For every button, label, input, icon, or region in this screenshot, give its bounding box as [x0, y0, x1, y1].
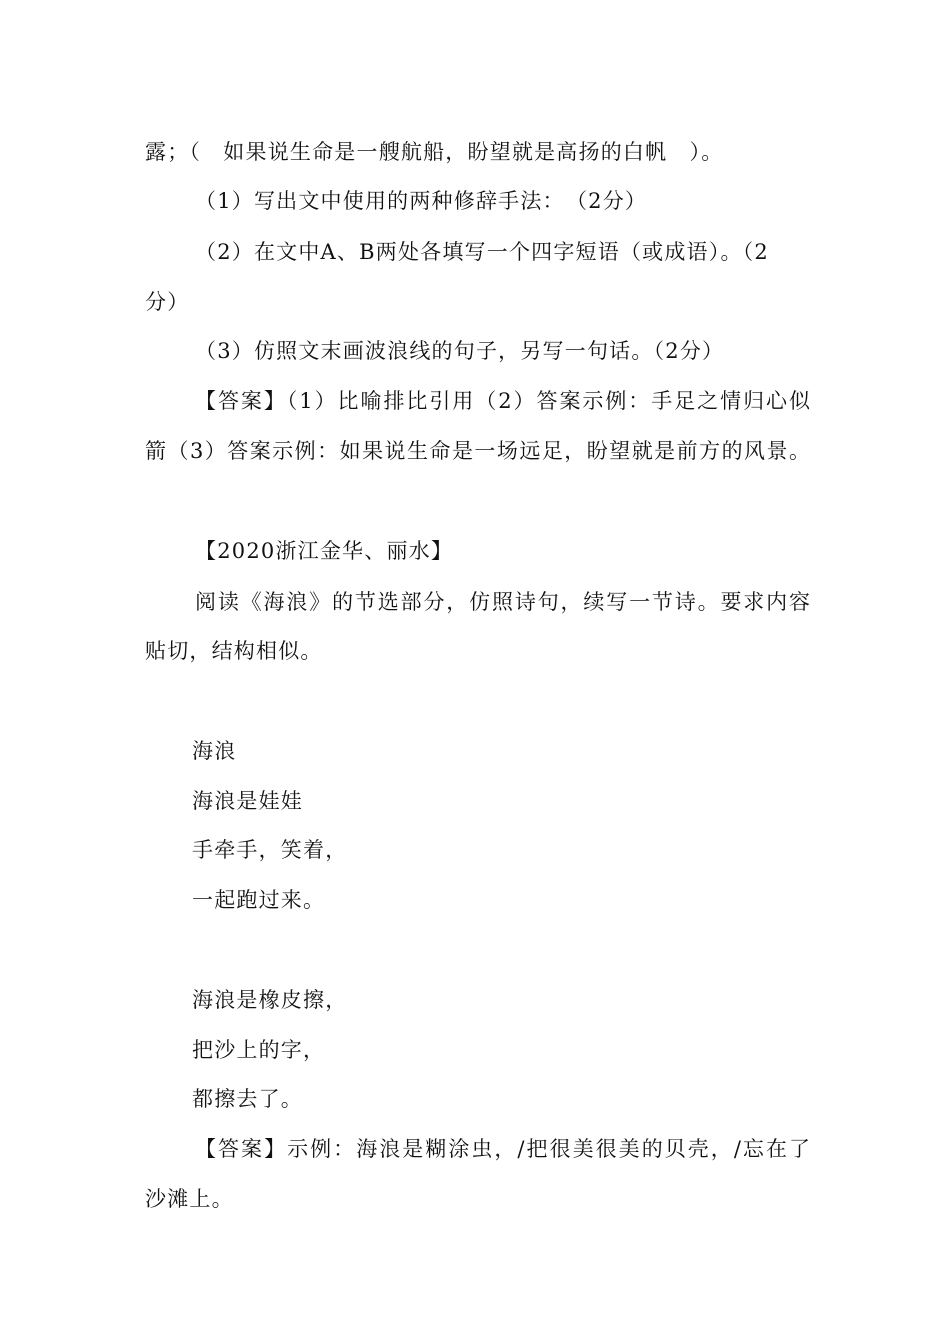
poem-line: 海浪是橡皮擦， [192, 988, 348, 1012]
answer-2-line-1: 【答案】示例：海浪是糊涂虫，/把很美很美的贝壳，/忘在了 [195, 1137, 810, 1161]
instruction-line-2: 贴切，结构相似。 [145, 639, 323, 663]
continuation-line: 露；（ 如果说生命是一艘航船，盼望就是高扬的白帆 ）。 [145, 140, 724, 164]
section-heading: 【2020浙江金华、丽水】 [195, 539, 454, 563]
question-1: （1）写出文中使用的两种修辞手法： （2分） [195, 189, 648, 213]
poem-line: 都擦去了。 [192, 1087, 303, 1111]
answer-1-line-2: 箭（3）答案示例：如果说生命是一场远足，盼望就是前方的风景。 [145, 439, 810, 463]
poem-line: 一起跑过来。 [192, 888, 326, 912]
answer-2-line-2: 沙滩上。 [145, 1187, 234, 1211]
answer-1-line-1: 【答案】（1）比喻排比引用（2）答案示例：手足之情归心似 [195, 389, 810, 413]
instruction-line-1: 阅读《海浪》的节选部分，仿照诗句，续写一节诗。要求内容 [195, 590, 810, 614]
poem-line: 海浪是娃娃 [192, 789, 303, 813]
question-3: （3）仿照文末画波浪线的句子，另写一句话。（2分） [195, 339, 725, 363]
question-2-line-2: 分） [145, 290, 190, 314]
poem-line: 手牵手，笑着， [192, 838, 348, 862]
question-2-line-1: （2）在文中A、B两处各填写一个四字短语（或成语）。（2 [195, 240, 769, 264]
poem-line: 把沙上的字， [192, 1038, 326, 1062]
poem-title: 海浪 [192, 739, 237, 763]
